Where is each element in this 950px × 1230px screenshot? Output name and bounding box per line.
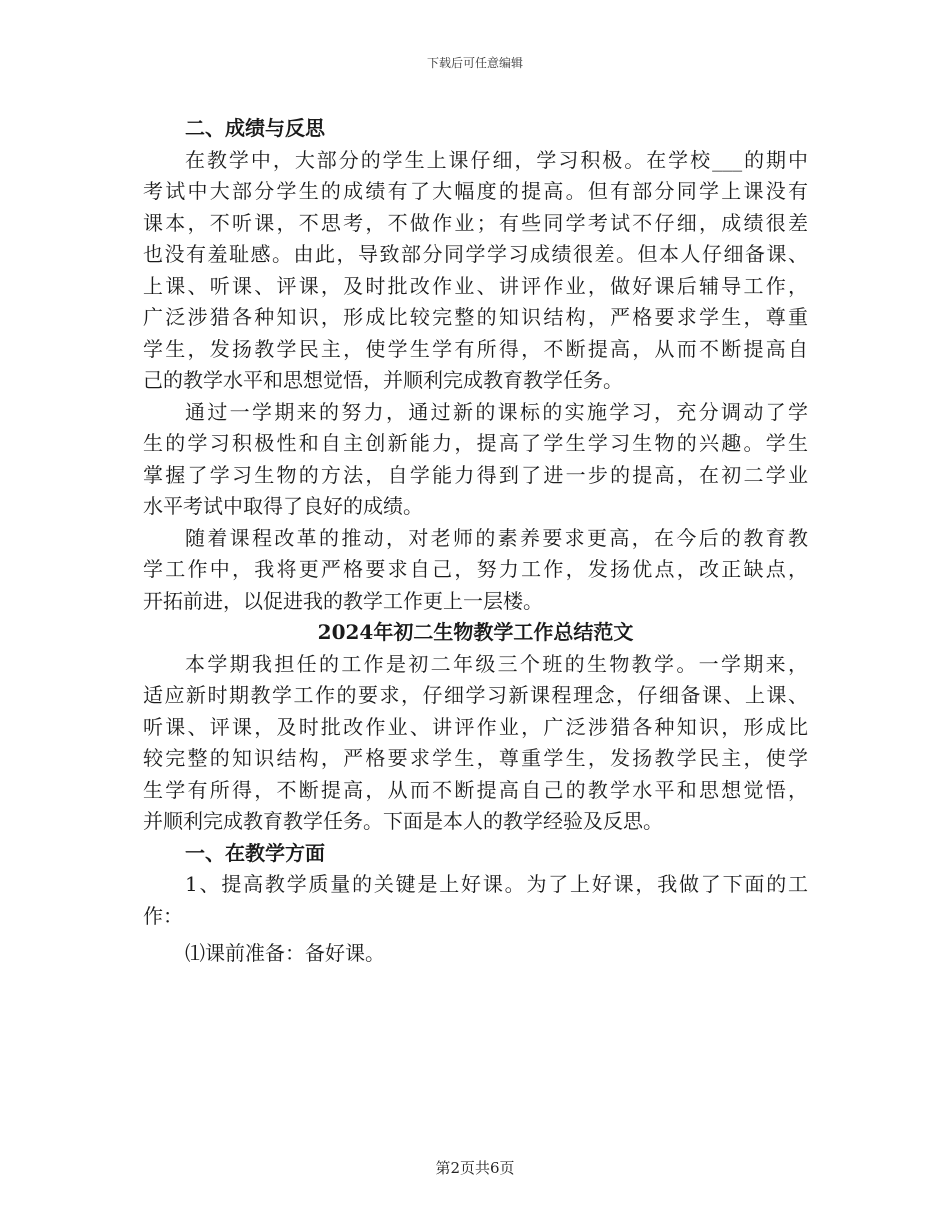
text-line: 听课、评课，及时批改作业、讲评作业，广泛涉猎各种知识，形成比 — [143, 714, 808, 739]
page-header-note: 下载后可任意编辑 — [426, 56, 523, 70]
document-body — [143, 113, 808, 970]
text-line: 课本，不听课，不思考，不做作业；有些同学考试不仔细，成绩很差 — [143, 210, 808, 235]
text-line: 水平考试中取得了良好的成绩。 — [143, 494, 423, 518]
text-line: 并顺利完成教育教学任务。下面是本人的教学经验及反思。 — [143, 809, 663, 833]
text-line: 考试中大部分学生的成绩有了大幅度的提高。但有部分同学上课没有 — [143, 179, 808, 203]
paragraph-item-1 — [143, 869, 808, 932]
text-line: 较完整的知识结构，严格要求学生，尊重学生，发扬教学民主，使学 — [143, 746, 808, 770]
text-line: 学工作中，我将更严格要求自己，努力工作，发扬优点，改正缺点， — [143, 557, 808, 581]
text-line: 在教学中，大部分的学生上课仔细，学习积极。在学校___的期中 — [185, 147, 808, 172]
sub-item-prep: ⑴课前准备：备好课。 — [185, 941, 385, 966]
text-line: 己的教学水平和思想觉悟，并顺利完成教育教学任务。 — [143, 368, 623, 392]
paragraph-reflection-2 — [143, 397, 808, 523]
text-line: 1、提高教学质量的关键是上好课。为了上好课，我做了下面的工 — [185, 872, 808, 896]
text-line: 生学有所得，不断提高，从而不断提高自己的教学水平和思想觉悟， — [143, 777, 808, 802]
text-line: 开拓前进，以促进我的教学工作更上一层楼。 — [143, 588, 543, 613]
text-line: 生的学习积极性和自主创新能力，提高了学生学习生物的兴趣。学生 — [143, 431, 808, 455]
text-line: 上课、听课、评课，及时批改作业、讲评作业，做好课后辅导工作， — [143, 273, 808, 298]
text-line: 通过一学期来的努力，通过新的课标的实施学习，充分调动了学 — [185, 399, 808, 424]
paragraph-reflection-1 — [143, 145, 808, 397]
section-heading-teaching: 一、在教学方面 — [185, 840, 325, 865]
text-line: 掌握了学习生物的方法，自学能力得到了进一步的提高，在初二学业 — [143, 462, 808, 487]
text-line: 作： — [143, 903, 183, 928]
article-title: 2024年初二生物教学工作总结范文 — [317, 620, 634, 644]
text-line: 本学期我担任的工作是初二年级三个班的生物教学。一学期来， — [185, 651, 808, 676]
section-heading-reflection: 二、成绩与反思 — [185, 116, 325, 140]
paragraph-reflection-3 — [143, 523, 808, 618]
text-line: 随着课程改革的推动，对老师的素养要求更高，在今后的教育教 — [185, 525, 808, 550]
text-line: 适应新时期教学工作的要求，仔细学习新课程理念，仔细备课、上课、 — [143, 683, 808, 707]
paragraph-intro — [143, 649, 808, 838]
page-number: 第2页共6页 — [435, 1159, 515, 1177]
text-line: 学生，发扬教学民主，使学生学有所得，不断提高，从而不断提高自 — [143, 336, 808, 361]
text-line: 也没有羞耻感。由此，导致部分同学学习成绩很差。但本人仔细备课、 — [143, 242, 808, 266]
text-line: 广泛涉猎各种知识，形成比较完整的知识结构，严格要求学生，尊重 — [143, 305, 808, 329]
